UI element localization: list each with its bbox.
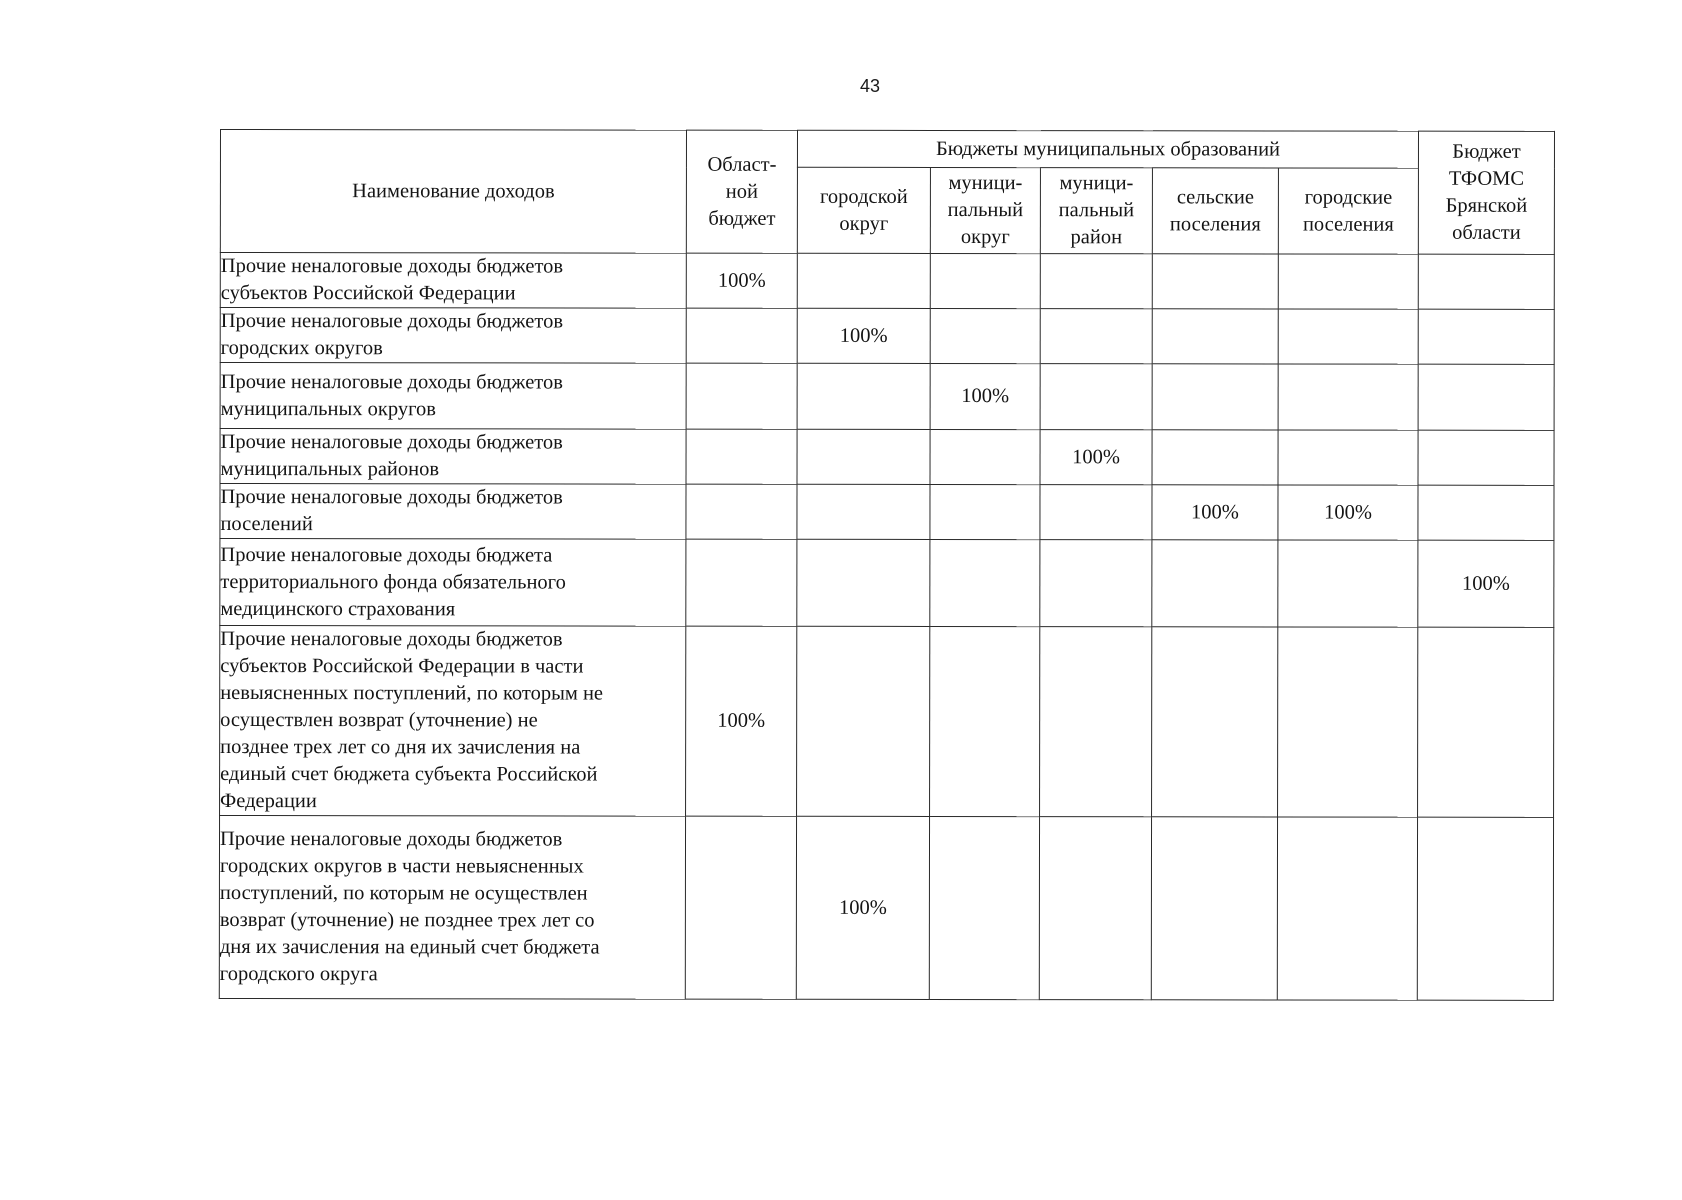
share-cell — [1278, 364, 1418, 430]
share-cell — [1039, 817, 1151, 1000]
header-regional-line: ной — [725, 180, 759, 203]
revenue-name-line: возврат (уточнение) не позднее трех лет со — [219, 909, 595, 932]
share-cell — [1151, 817, 1277, 1000]
table-body — [219, 253, 1554, 1001]
share-cell — [929, 816, 1039, 999]
share-cell — [1040, 485, 1152, 540]
share-value: 100% — [838, 896, 887, 919]
share-cell — [686, 253, 797, 308]
revenue-name-line: Прочие неналоговые доходы бюджета — [220, 543, 553, 566]
header-municipal-okrug-line: муници- — [948, 172, 1023, 195]
share-cell — [1417, 817, 1553, 1000]
header-municipal-group-text: Бюджеты муниципальных образований — [935, 137, 1281, 160]
share-cell — [796, 816, 929, 999]
header-city-district-line: округ — [839, 212, 889, 235]
revenue-name-line: Прочие неналоговые доходы бюджетов — [220, 310, 564, 333]
revenue-name-line: Прочие неналоговые доходы бюджетов — [220, 255, 564, 278]
table-row — [220, 539, 1554, 628]
revenue-name-line: позднее трех лет со дня их зачисления на — [220, 736, 581, 759]
share-cell — [797, 539, 930, 626]
share-cell — [1278, 430, 1418, 485]
header-municipal-district-line: пальный — [1058, 199, 1135, 222]
header-municipal-okrug-line: пальный — [947, 199, 1024, 222]
share-cell — [1278, 485, 1418, 540]
table-row — [220, 429, 1554, 486]
share-cell — [1418, 540, 1554, 627]
share-cell — [930, 626, 1040, 816]
share-cell — [1040, 430, 1152, 485]
revenue-name-cell — [220, 429, 686, 485]
table-row — [220, 484, 1554, 541]
share-cell — [1040, 309, 1152, 364]
share-cell — [686, 539, 797, 626]
share-value: 100% — [1191, 500, 1239, 523]
table-row — [220, 363, 1554, 431]
share-cell — [686, 626, 797, 816]
revenue-name-cell — [220, 308, 686, 364]
table-row — [220, 253, 1554, 310]
revenue-name-cell — [220, 253, 686, 309]
share-value: 100% — [1461, 572, 1510, 595]
revenue-name-line: городского округа — [219, 963, 378, 986]
share-cell — [1418, 364, 1554, 430]
header-urban-settlements-line: поселения — [1302, 213, 1394, 236]
revenue-name-line: городских округов — [220, 337, 383, 360]
header-regional-budget — [686, 130, 797, 253]
share-value: 100% — [961, 385, 1010, 408]
revenue-name-line: дня их зачисления на единый счет бюджета — [219, 936, 600, 959]
share-cell — [686, 484, 797, 539]
share-cell — [1418, 430, 1554, 485]
share-value: 100% — [717, 269, 766, 292]
header-rural-settlements-line: поселения — [1169, 212, 1261, 235]
share-cell — [930, 539, 1040, 626]
share-cell — [1040, 540, 1152, 627]
share-cell — [1152, 540, 1278, 627]
share-cell — [930, 308, 1040, 363]
revenue-name-line: городских округов в части невыясненных — [219, 855, 584, 878]
revenue-distribution-table — [219, 129, 1555, 1001]
revenue-name-line: поселений — [220, 513, 313, 536]
revenue-name-line: Прочие неналоговые доходы бюджетов — [220, 628, 563, 651]
header-rural-settlements-line: сельские — [1176, 185, 1254, 208]
header-city-district — [797, 167, 930, 253]
table-row — [220, 308, 1554, 365]
share-cell — [1278, 627, 1418, 817]
page-number: 43 — [859, 76, 881, 96]
share-cell — [686, 429, 797, 484]
header-tfoms-line: Брянской — [1445, 194, 1528, 217]
share-cell — [1152, 627, 1278, 817]
share-cell — [797, 253, 930, 308]
table-row — [219, 816, 1553, 1001]
header-regional-line: Област- — [707, 153, 777, 176]
header-revenue-name-text: Наименование доходов — [352, 179, 555, 202]
header-municipal-okrug — [930, 167, 1040, 253]
share-cell — [1418, 254, 1554, 309]
header-urban-settlements-line: городские — [1304, 186, 1393, 209]
share-cell — [1152, 309, 1278, 364]
share-cell — [1418, 485, 1554, 540]
share-value: 100% — [1072, 445, 1120, 468]
share-cell — [1040, 627, 1152, 817]
share-cell — [1277, 817, 1417, 1000]
revenue-name-line: муниципальных округов — [220, 397, 436, 420]
revenue-name-line: невыясненных поступлений, по которым не — [220, 682, 604, 705]
share-cell — [797, 626, 930, 816]
revenue-name-line: Прочие неналоговые доходы бюджетов — [220, 431, 563, 454]
header-urban-settlements — [1278, 168, 1418, 254]
header-tfoms-line: Бюджет — [1452, 140, 1521, 163]
revenue-name-cell — [219, 816, 685, 1000]
revenue-name-line: Прочие неналоговые доходы бюджетов — [219, 828, 563, 851]
header-tfoms-line: области — [1452, 221, 1521, 244]
header-tfoms-budget — [1418, 131, 1554, 254]
share-cell — [797, 308, 930, 363]
revenue-name-line: субъектов Российской Федерации в части — [220, 655, 584, 678]
revenue-name-cell — [220, 539, 686, 627]
share-value: 100% — [1324, 501, 1372, 524]
share-value: 100% — [839, 324, 888, 347]
share-cell — [797, 484, 930, 539]
share-cell — [685, 816, 796, 999]
share-cell — [930, 253, 1040, 308]
revenue-name-line: единый счет бюджета субъекта Российской — [220, 763, 598, 786]
header-tfoms-line: ТФОМС — [1448, 167, 1525, 190]
revenue-name-cell — [220, 363, 686, 430]
share-cell — [1152, 485, 1278, 540]
revenue-name-line: осуществлен возврат (уточнение) не — [220, 709, 538, 732]
header-municipal-district-line: муници- — [1059, 172, 1134, 195]
revenue-name-line: Федерации — [220, 790, 317, 813]
share-cell — [1418, 627, 1554, 817]
share-cell — [1418, 309, 1554, 364]
revenue-name-line: субъектов Российской Федерации — [220, 282, 516, 305]
share-cell — [930, 484, 1040, 539]
share-cell — [930, 429, 1040, 484]
table-row — [220, 626, 1554, 818]
share-cell — [686, 363, 797, 429]
share-value: 100% — [717, 709, 766, 732]
revenue-name-cell — [220, 484, 686, 540]
share-cell — [1278, 254, 1418, 309]
header-municipal-district — [1040, 168, 1152, 254]
header-regional-line: бюджет — [708, 207, 776, 230]
share-cell — [930, 363, 1040, 429]
header-city-district-line: городской — [820, 185, 908, 208]
share-cell — [1040, 364, 1152, 430]
revenue-name-line: территориального фонда обязательного — [220, 570, 566, 593]
share-cell — [1040, 254, 1152, 309]
revenue-name-line: муниципальных районов — [220, 458, 440, 481]
share-cell — [686, 308, 797, 363]
revenue-name-line: медицинского страхования — [220, 597, 456, 620]
revenue-name-cell — [220, 626, 686, 817]
revenue-name-line: Прочие неналоговые доходы бюджетов — [220, 486, 563, 509]
header-revenue-name — [220, 130, 686, 254]
revenue-name-line: поступлений, по которым не осуществлен — [219, 882, 588, 905]
share-cell — [797, 363, 930, 429]
share-cell — [1152, 430, 1278, 485]
header-municipal-budgets — [797, 130, 1418, 168]
revenue-name-line: Прочие неналоговые доходы бюджетов — [220, 370, 563, 393]
share-cell — [1278, 309, 1418, 364]
share-cell — [1278, 540, 1418, 627]
header-municipal-okrug-line: округ — [960, 226, 1010, 249]
header-rural-settlements — [1152, 168, 1278, 254]
share-cell — [797, 429, 930, 484]
header-municipal-district-line: район — [1070, 226, 1123, 249]
share-cell — [1152, 364, 1278, 430]
share-cell — [1152, 254, 1278, 309]
